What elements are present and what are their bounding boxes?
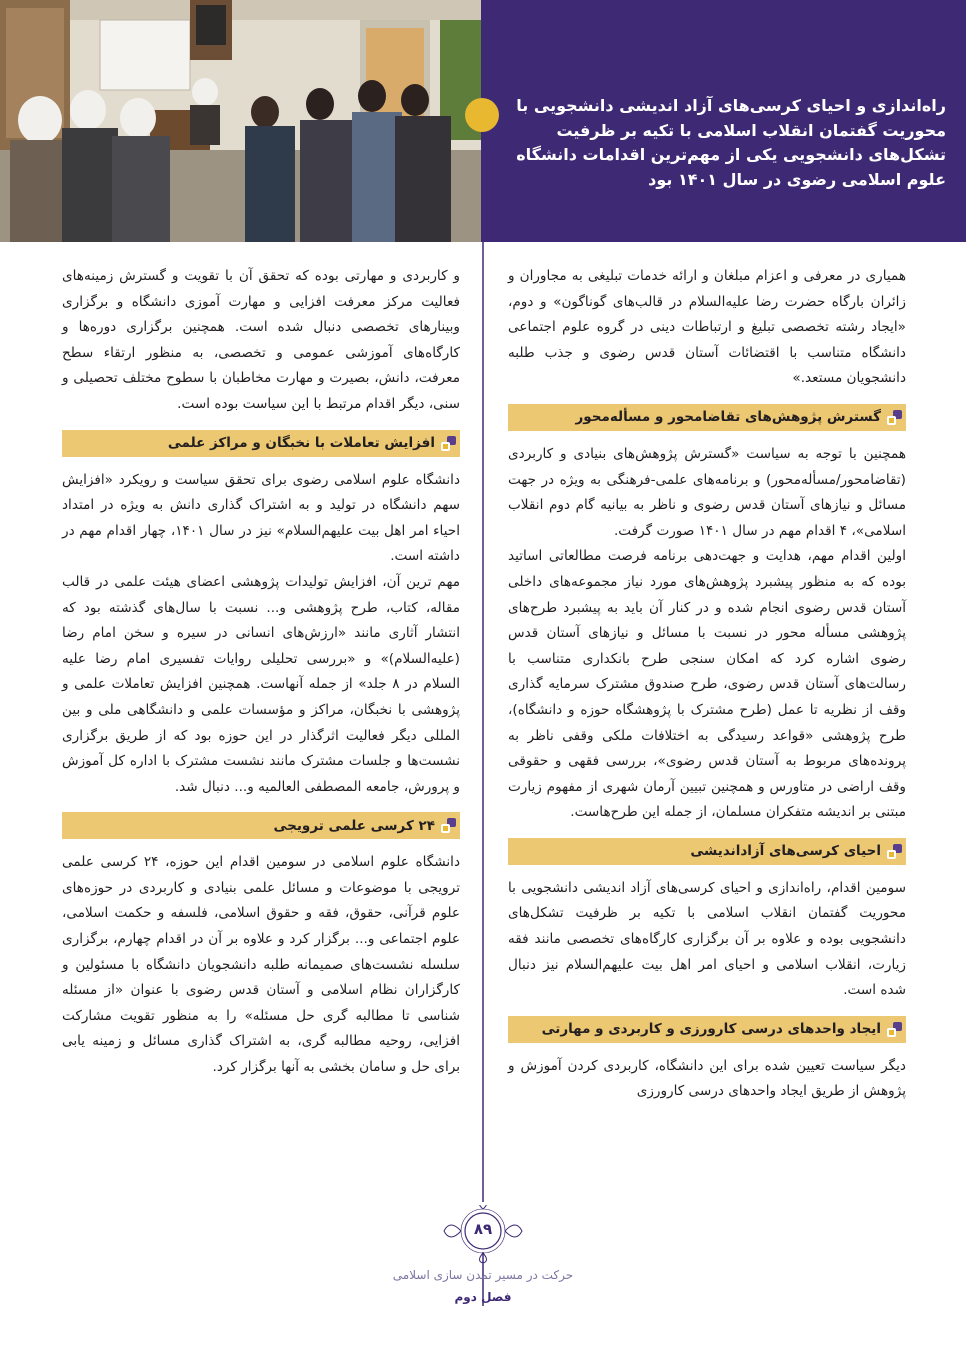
body-paragraph: مهم ترین آن، افزایش تولیدات پژوهشی اعضای هیئت علمی در قالب مقاله، کتاب، طرح پژوهشی و... نسبت با سال‌های گذشته بود که انتشار آثاری مانند «ارزش‌های انسانی در سیره و سخن امام رضا (علیه‌السلام)» و «بررسی تحلیلی روایات تفسیری امام رضا علیه السلام در ۸ جلد» از جمله آنهاست. همچنین افزایش تعاملات علمی و پژوهشی با نخبگان، مراکز و مؤسسات علمی و دانشگاهی ملی و بین المللی دیگر فعالیت اثرگذار در این حوزه بود که از طریق برگزاری نشست‌ها و جلسات مشترک مانند نشست مشترک با اداره کل آموزش و پرورش، جامعه المصطفی العالمیه و... دنبال شد. xyxy=(62,573,460,795)
quote-bullet-dot xyxy=(465,98,499,132)
section-bullet-icon xyxy=(887,410,902,425)
section-bullet-icon xyxy=(887,844,902,859)
left-column xyxy=(62,264,460,1081)
section-heading-text: ۲۴ کرسی علمی ترویجی xyxy=(273,817,435,834)
section-heading-elite-interactions xyxy=(62,430,460,457)
section-heading-demand-research xyxy=(508,404,906,431)
section-bullet-icon xyxy=(441,818,456,833)
body-paragraph: سومین اقدام، راه‌اندازی و احیای کرسی‌های آزاد اندیشی دانشجویی با محوریت گفتمان انقلاب اسلامی با تکیه بر ظرفیت تشکل‌های دانشجویی بوده و علاوه بر آن برگزاری کارگاه‌های تخصصی مانند فقه زیارت، انقلاب اسلامی و احیای امر اهل بیت علیهم‌السلام نیز دنبال شده است. xyxy=(508,879,906,999)
body-paragraph: همچنین با توجه به سیاست «گسترش پژوهش‌های بنیادی و کاربردی (تقاضامحور/مسأله‌محور) و برنامه‌های علمی-فرهنگی به ویژه در جهت مسائل و نیازهای آستان قدس رضوی و ناظر به بیانیه گام دوم انقلاب اسلامی»، ۴ اقدام مهم در سال ۱۴۰۱ صورت گرفت. xyxy=(508,445,906,539)
book-title: حرکت در مسیر تمدن سازی اسلامی xyxy=(392,1268,574,1282)
highlight-quote-box xyxy=(481,0,966,242)
section-heading-text: ایجاد واحدهای درسی کارورزی و کاربردی و مهارتی xyxy=(541,1021,881,1038)
page-number: ۸۹ xyxy=(473,1220,493,1238)
body-paragraph: اولین اقدام مهم، هدایت و جهت‌دهی برنامه فرصت مطالعاتی اساتید بوده که به منظور پیشبرد پژوهش‌های مورد نیاز مجموعه‌های داخلی آستان قدس رضوی انجام شده و در کنار آن باید به پیشبرد طرح‌های پژوهشی مسأله محور در نسبت با مسائل و نیازهای آستان قدس رضوی اشاره کرد که امکان سنجی طرح بانکداری متناسب با رسالت‌های آستان قدس رضوی، طرح صندوق مشترک سرمایه گذاری وقف از نظریه تا عمل (طرح مشترک با پژوهشگاه حوزه و دانشگاه)، طرح پژوهشی «قواعد رسیدگی به اختلافات ملکی وقفی ناظر به پرونده‌های مربوط به آستان قدس رضوی»، بررسی فقهی و حقوقی وقف اراضی در متاورس و همچنین تبیین آرمان شهری از مفهوم زیارت مبتنی بر اندیشه متفکران مسلمان، از جمله این طرح‌هاست. xyxy=(508,548,906,821)
classroom-photo xyxy=(0,0,481,242)
classroom-illustration xyxy=(0,0,481,242)
section-heading-internship-units xyxy=(508,1016,906,1043)
highlight-quote-text: راه‌اندازی و احیای کرسی‌های آزاد اندیشی دانشجویی با محوریت گفتمان انقلاب اسلامی با تکیه بر ظرفیت تشکل‌های دانشجویی یکی از مهم‌ترین اقدامات دانشگاه علوم اسلامی رضوی در سال ۱۴۰۱ بود xyxy=(516,96,946,189)
left-intro-paragraph: و کاربردی و مهارتی بوده که تحقق آن با تقویت و گسترش زمینه‌های فعالیت مرکز معرفت افزایی و مهارت آموزی دانشگاه و برگزاری وبینارهای تخصصی دنبال شده است. همچنین برگزاری دوره‌ها و کارگاه‌های آموزشی عمومی و تخصصی، به منظور ارتقاء سطح معرفت، دانش، بصیرت و مهارت مخاطبان با سطوح مختلف تحصیلی و سنی، دیگر اقدام مرتبط با این سیاست بوده است. xyxy=(62,268,460,412)
section-bullet-icon xyxy=(887,1022,902,1037)
section-heading-text: افزایش تعاملات با نخبگان و مراکز علمی xyxy=(167,435,435,452)
section-bullet-icon xyxy=(441,436,456,451)
body-paragraph: دیگر سیاست تعیین شده برای این دانشگاه، کاربردی کردن آموزش و پژوهش از طریق ایجاد واحدهای درسی کارورزی xyxy=(508,1057,906,1100)
column-divider xyxy=(468,242,498,1306)
chapter-label: فصل دوم xyxy=(454,1290,512,1304)
right-column xyxy=(508,264,906,1105)
body-paragraph: دانشگاه علوم اسلامی رضوی برای تحقق سیاست و رویکرد «افزایش سهم دانشگاه در تولید و به اشتراک گذاری دانش به ویژه در امتداد احیاء امر اهل بیت علیهم‌السلام» نیز در سال ۱۴۰۱، چهار اقدام مهم در داشته است. xyxy=(62,471,460,565)
section-heading-text: گسترش پژوهش‌های تقاضامحور و مسأله‌محور xyxy=(575,409,881,426)
section-heading-free-thought xyxy=(508,838,906,865)
section-heading-text: احیای کرسی‌های آزاداندیشی xyxy=(690,843,881,860)
section-heading-24-chairs xyxy=(62,812,460,839)
body-paragraph: دانشگاه علوم اسلامی در سومین اقدام این حوزه، ۲۴ کرسی علمی ترویجی با موضوعات و مسائل علمی بنیادی و کاربردی در حوزه‌های علوم قرآنی، حقوق، فقه و حقوق اسلامی، فلسفه و حکمت اسلامی، علوم اجتماعی و... برگزار کرد و علاوه بر آن در اقدام چهارم، برگزاری سلسله نشست‌های صمیمانه طلبه دانشجویان دانشگاه با مسئولین و کارگزاران نظام اسلامی و آستان قدس رضوی با عنوان «از مسئله شناسی تا مطالبه گری حل مسئله» را به منظور تقویت مشارکت افزایی، روحیه مطالبه گری، به اشتراک گذاری مسائل و زمینه یابی برای حل و سامان بخشی به آنها برگزار کرد. xyxy=(62,854,460,1076)
right-intro-paragraph: همیاری در معرفی و اعزام مبلغان و ارائه خدمات تبلیغی به مجاوران و زائران بارگاه حضرت رضا علیه‌السلام در قالب‌های گوناگون» و دوم، «ایجاد رشته تخصصی تبلیغ و ارتباطات دینی در گروه علوم اجتماعی دانشگاه متناسب با اقتضائات آستان قدس رضوی و جذب طلبه دانشجویان مستعد.» xyxy=(508,268,906,387)
